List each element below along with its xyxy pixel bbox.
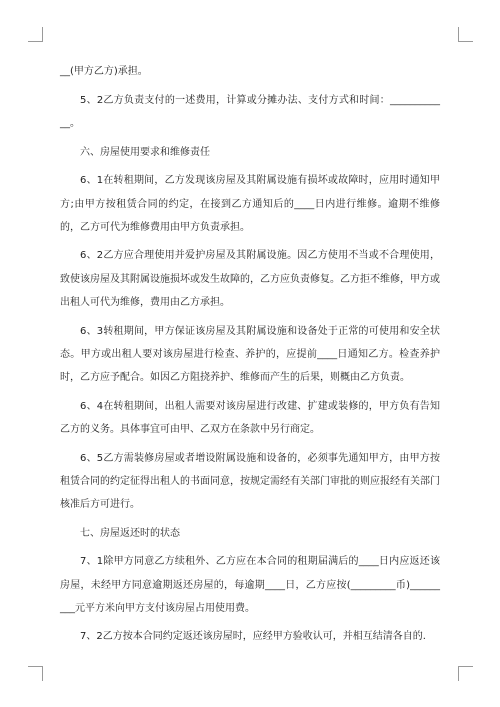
clause-6-5: 6、5乙方需装修房屋或者增设附属设施和设备的，必须事先通知甲方，由甲方按租赁合同的约定征得出租人的书面同意，按规定需经有关部门审批的则应报经有关部门核准后方可进行。: [60, 452, 440, 510]
document-body: [60, 60, 440, 654]
clause-5-2: 5、2乙方负责支付的一述费用，计算或分摊办法、支付方式和时间：__________ __。: [60, 94, 440, 129]
clause-6-1: 6、1在转租期间，乙方发现该房屋及其附属设施有损坏或故障时，应用时通知甲方;由甲方按租赁合同的约定，在接到乙方通知后的____日内进行维修。逾期不维修的，乙方可代为维修费用由甲方负责承担。: [60, 175, 440, 233]
clause-7-2: 7、2乙方按本合同约定返还该房屋时，应经甲方验收认可，并相互结清各自的.: [80, 631, 426, 643]
section-heading-usage-maintenance: 六、房屋使用要求和维修责任: [80, 146, 210, 158]
paragraph-continuation: __(甲方乙方)承担。: [60, 66, 148, 77]
clause-7-1: 7、1除甲方同意乙方续租外、乙方应在本合同的租期届满后的____日内应返还该房屋，未经甲方同意逾期返还房屋的，每逾期____日，乙方应按(_________币)______ ___元平方米向甲方支付该房屋占用使用费。: [60, 556, 440, 614]
section-heading-return-state: 七、房屋返还时的状态: [80, 527, 180, 539]
crop-mark-top-right: [458, 27, 473, 42]
clause-6-4: 6、4在转租期间，出租人需要对该房屋进行改建、扩建或装修的，甲方负有告知乙方的义务。具体事宜可由甲、乙双方在条款中另行商定。: [60, 400, 440, 435]
clause-6-2: 6、2乙方应合理使用并爱护房屋及其附属设施。因乙方使用不当或不合理使用，致使该房屋及其附属设施损坏或发生故障的，乙方应负责修复。乙方拒不维修，甲方或出租人可代为维修，费用由乙方承担。: [60, 250, 440, 308]
crop-mark-bottom-right: [458, 666, 473, 681]
crop-mark-bottom-left: [28, 666, 43, 681]
clause-6-3: 6、3转租期间，甲方保证该房屋及其附属设施和设备处于正常的可使用和安全状态。甲方或出租人要对该房屋进行检查、养护的，应提前____日通知乙方。检查养护时，乙方应予配合。如因乙方阻挠养护、维修而产生的后果，则概由乙方负责。: [60, 325, 440, 383]
crop-mark-top-left: [28, 27, 43, 42]
